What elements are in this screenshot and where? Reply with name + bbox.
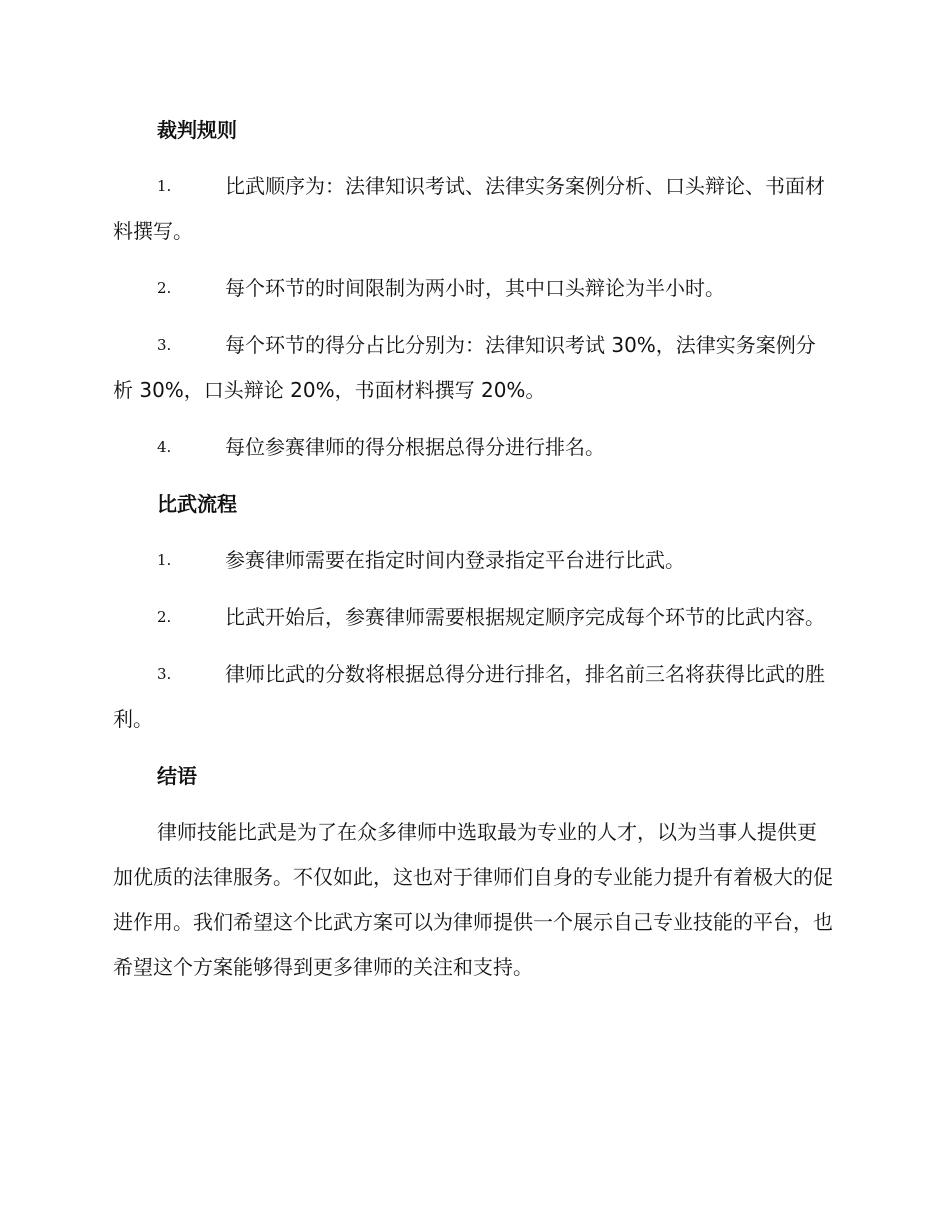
conclusion-paragraph: 律师技能比武是为了在众多律师中选取最为专业的人才，以为当事人提供更加优质的法律服务。不仅如此，这也对于律师们自身的专业能力提升有着极大的促进作用。我们希望这个比武方案可以为律师提供一个展示自己专业技能的平台，也希望这个方案能够得到更多律师的关注和支持。 [113, 820, 833, 979]
list-item-number: 3. [157, 665, 172, 683]
list-item-text: 每位参赛律师的得分根据总得分进行排名。 [225, 435, 605, 459]
list-item-number: 2. [157, 279, 172, 297]
list-item-text: 律师比武的分数将根据总得分进行排名，排名前三名将获得比武的胜利。 [113, 662, 825, 731]
list-item [113, 595, 835, 640]
list-item-text: 参赛律师需要在指定时间内登录指定平台进行比武。 [225, 548, 685, 572]
list-item [113, 425, 835, 470]
list-item [113, 652, 835, 742]
list-item-number: 1. [157, 551, 172, 569]
list-item-text: 每个环节的得分占比分别为：法律知识考试 30%，法律实务案例分析 30%，口头辩论 20%，书面材料撰写 20%。 [113, 333, 816, 402]
list-item-text: 比武开始后，参赛律师需要根据规定顺序完成每个环节的比武内容。 [225, 605, 825, 629]
section-heading-competition-process: 比武流程 [157, 492, 237, 516]
section-heading-conclusion: 结语 [157, 764, 197, 788]
list-item-number: 3. [157, 336, 172, 354]
list-item-number: 1. [157, 177, 172, 195]
list-item-text: 每个环节的时间限制为两小时，其中口头辩论为半小时。 [225, 276, 725, 300]
list-item [113, 538, 835, 583]
document-content [113, 108, 835, 990]
list-item-text: 比武顺序为：法律知识考试、法律实务案例分析、口头辩论、书面材料撰写。 [113, 174, 825, 243]
list-item [113, 323, 835, 413]
list-item [113, 266, 835, 311]
section-heading-judging-rules: 裁判规则 [157, 118, 237, 142]
list-item [113, 164, 835, 254]
list-item-number: 2. [157, 608, 172, 626]
list-item-number: 4. [157, 438, 172, 456]
